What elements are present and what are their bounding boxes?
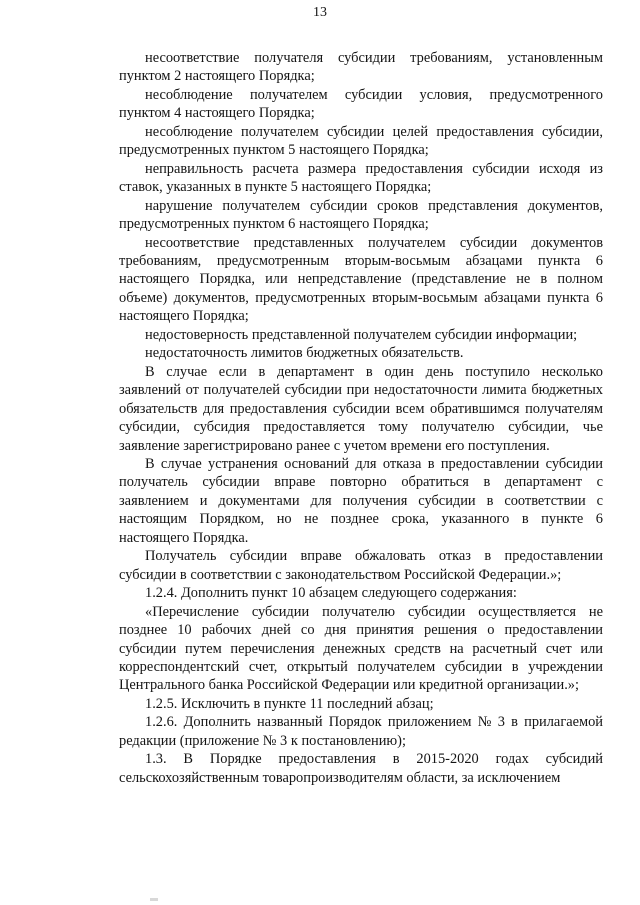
page-number: 13 — [313, 5, 327, 20]
text-line: 1.3. В Порядке предоставления в 2015-2020 годах субсидий — [145, 751, 603, 768]
text-line: корреспондентский счет, открытый получателем субсидии в учреждении — [119, 658, 603, 675]
paragraph — [119, 86, 603, 123]
text-line: Центрального банка Российской Федерации или кредитной организации.»; — [119, 677, 580, 694]
paragraph — [119, 584, 603, 602]
text-line: несоответствие представленных получателем субсидии документов — [145, 234, 603, 251]
text-line: 1.2.4. Дополнить пункт 10 абзацем следующего содержания: — [145, 585, 517, 602]
text-line: настоящего Порядка; — [119, 308, 249, 325]
document-body — [119, 49, 603, 787]
text-line: заявлений от получателей субсидии при недостаточности лимита бюджетных — [119, 382, 603, 399]
text-line: обязательств для предоставления субсидии всем обратившимся получателям — [119, 400, 603, 417]
paragraph — [119, 363, 603, 455]
text-line: субсидии, субсидия предоставляется тому получателю субсидии, чье — [119, 419, 603, 436]
scan-artifact — [150, 898, 158, 901]
text-line: неправильность расчета размера предоставления субсидии исходя из — [145, 160, 603, 177]
text-line: заявление зарегистрировано ранее с учетом времени его поступления. — [119, 437, 550, 454]
text-line: 1.2.5. Исключить в пункте 11 последний абзац; — [145, 695, 434, 712]
text-line: предусмотренных пунктом 6 настоящего Порядка; — [119, 216, 429, 233]
text-line: предусмотренных пунктом 5 настоящего Порядка; — [119, 142, 429, 159]
text-line: пунктом 2 настоящего Порядка; — [119, 68, 315, 85]
paragraph — [119, 603, 603, 695]
text-line: сельскохозяйственным товаропроизводителям области, за исключением — [119, 769, 561, 786]
text-line: несоблюдение получателем субсидии целей предоставления субсидии, — [145, 123, 603, 140]
text-line: объеме) документов, предусмотренных вторым-восьмым абзацами пункта 6 — [119, 289, 603, 306]
text-line: ставок, указанных в пункте 5 настоящего Порядка; — [119, 179, 432, 196]
text-line: требованиям, предусмотренным вторым-восьмым абзацами пункта 6 — [119, 252, 603, 269]
text-line: получатель субсидии вправе повторно обратиться в департамент с — [119, 474, 603, 491]
paragraph — [119, 695, 603, 713]
text-line: несоблюдение получателем субсидии условия, предусмотренного — [145, 86, 603, 103]
text-line: нарушение получателем субсидии сроков представления документов, — [145, 197, 603, 214]
text-line: несоответствие получателя субсидии требованиям, установленным — [145, 50, 603, 66]
paragraph — [119, 750, 603, 787]
paragraph — [119, 455, 603, 547]
paragraph — [119, 344, 603, 362]
paragraph — [119, 197, 603, 234]
text-line: недостоверность представленной получателем субсидии информации; — [145, 326, 578, 343]
text-line: позднее 10 рабочих дней со дня принятия решения о предоставлении — [119, 622, 603, 639]
paragraph — [119, 234, 603, 326]
text-line: пунктом 4 настоящего Порядка; — [119, 105, 315, 122]
text-line: В случае если в департамент в один день поступило несколько — [145, 363, 603, 380]
text-line: 1.2.6. Дополнить названный Порядок приложением № 3 в прилагаемой — [145, 714, 603, 731]
paragraph — [119, 547, 603, 584]
text-line: настоящего Порядка, или непредставление (представление не в полном — [119, 271, 603, 288]
text-line: субсидии в соответствии с законодательством Российской Федерации.»; — [119, 566, 562, 583]
text-line: Получатель субсидии вправе обжаловать отказ в предоставлении — [145, 548, 603, 565]
text-line: «Перечисление субсидии получателю субсидии осуществляется не — [145, 603, 603, 620]
paragraph — [119, 49, 603, 86]
paragraph — [119, 326, 603, 344]
text-line: субсидии путем перечисления денежных средств на расчетный счет или — [119, 640, 603, 657]
text-line: В случае устранения оснований для отказа в предоставлении субсидии — [145, 455, 603, 472]
text-line: редакции (приложение № 3 к постановлению); — [119, 732, 406, 749]
text-line: заявлением и документами для получения субсидии в соответствии с — [119, 492, 603, 509]
paragraph — [119, 160, 603, 197]
text-line: настоящим Порядком, но не позднее срока, указанного в пункте 6 — [119, 511, 603, 528]
paragraph — [119, 123, 603, 160]
text-line: недостаточность лимитов бюджетных обязательств. — [145, 345, 464, 362]
text-line: настоящего Порядка. — [119, 529, 249, 546]
paragraph — [119, 713, 603, 750]
